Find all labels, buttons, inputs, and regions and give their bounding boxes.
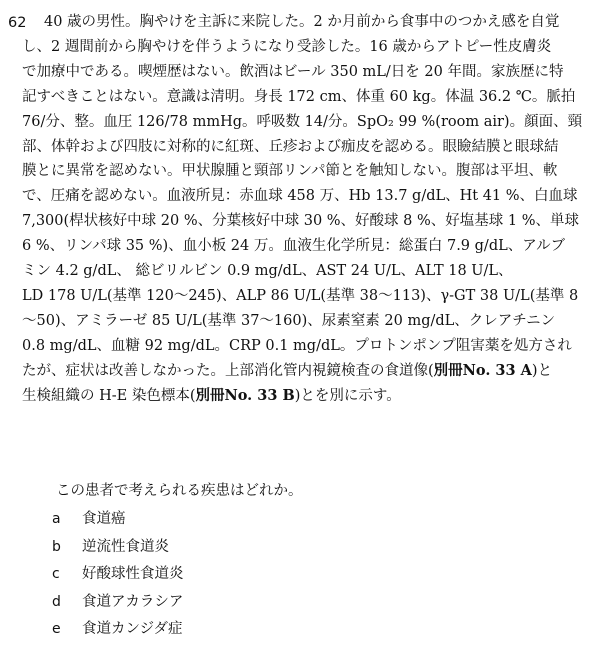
stem-line: 記すべきことはない。意識は清明。身長 172 cm、体重 60 kg。体温 36.2 ℃。脈拍 bbox=[22, 88, 576, 105]
answer-option-e[interactable] bbox=[52, 618, 184, 646]
stem-line: 〜50)、アミラーゼ 85 U/L(基準 37〜160)、尿素窒素 20 mg/dL、クレアチニン bbox=[22, 312, 556, 329]
stem-line-text: 生検組織の H-E 染色標本( bbox=[22, 387, 196, 404]
question-prompt: この患者で考えられる疾患はどれか。 bbox=[56, 483, 303, 499]
stem-line: 7,300(桿状核好中球 20 %、分葉核好中球 30 %、好酸球 8 %、好塩基球 1 %、単球 bbox=[22, 213, 580, 230]
option-text: 好酸球性食道炎 bbox=[82, 566, 184, 582]
figure-reference-a: 別冊No. 33 A bbox=[433, 361, 532, 379]
stem-line: 40 歳の男性。胸やけを主訴に来院した。2 か月前から食事中のつかえ感を自覚 bbox=[44, 14, 560, 30]
option-text: 逆流性食道炎 bbox=[82, 538, 169, 555]
stem-line bbox=[22, 384, 584, 409]
option-text: 食道カンジダ症 bbox=[82, 621, 183, 637]
answer-option-a[interactable] bbox=[52, 508, 184, 536]
answer-option-c[interactable] bbox=[52, 563, 184, 591]
stem-line-tail: )と bbox=[531, 362, 553, 379]
figure-reference-b: 別冊No. 33 B bbox=[195, 386, 295, 404]
option-letter: a bbox=[52, 511, 61, 527]
stem-line: LD 178 U/L(基準 120〜245)、ALP 86 U/L(基準 38〜113)、γ-GT 38 U/L(基準 8 bbox=[22, 287, 579, 304]
stem-line: ミン 4.2 g/dL、 総ビリルビン 0.9 mg/dL、AST 24 U/L、ALT 18 U/L、 bbox=[22, 263, 513, 280]
answer-options bbox=[52, 508, 184, 646]
option-text: 食道アカラシア bbox=[82, 593, 184, 610]
stem-line: で加療中である。喫煙歴はない。飲酒はビール 350 mL/日を 20 年間。家族歴に特 bbox=[22, 63, 564, 80]
answer-option-d[interactable] bbox=[52, 591, 184, 619]
stem-line: で、圧痛を認めない。血液所見：赤血球 458 万、Hb 13.7 g/dL、Ht 41 %、白血球 bbox=[22, 188, 578, 205]
case-description bbox=[22, 10, 584, 409]
stem-line: 部、体幹および四肢に対称的に紅斑、丘疹および痂皮を認める。眼瞼結膜と眼球結 bbox=[22, 138, 559, 155]
stem-line: し、2 週間前から胸やけを伴うようになり受診した。16 歳からアトピー性皮膚炎 bbox=[22, 38, 552, 55]
stem-line: 0.8 mg/dL、血糖 92 mg/dL。CRP 0.1 mg/dL。プロトンポンプ阻害薬を処方され bbox=[22, 337, 572, 354]
stem-line: 76/分、整。血圧 126/78 mmHg。呼吸数 14/分。SpO₂ 99 %(room air)。顔面、頸 bbox=[22, 113, 583, 130]
stem-line: 6 %、リンパ球 35 %)、血小板 24 万。血液生化学所見：総蛋白 7.9 g/dL、アルブ bbox=[22, 238, 566, 255]
stem-line bbox=[22, 359, 584, 384]
option-text: 食道癌 bbox=[82, 511, 126, 527]
answer-option-b[interactable] bbox=[52, 536, 184, 564]
option-letter: c bbox=[52, 566, 60, 582]
stem-line: 膜とに異常を認めない。甲状腺腫と頸部リンパ節とを触知しない。腹部は平坦、軟 bbox=[22, 163, 558, 180]
option-letter: e bbox=[52, 621, 61, 637]
stem-line-tail: )とを別に示す。 bbox=[294, 387, 401, 404]
option-letter: b bbox=[52, 538, 61, 555]
stem-line-text: たが、症状は改善しなかった。上部消化管内視鏡検査の食道像( bbox=[22, 362, 434, 379]
question-number: 62 bbox=[8, 15, 27, 31]
option-letter: d bbox=[52, 593, 61, 610]
